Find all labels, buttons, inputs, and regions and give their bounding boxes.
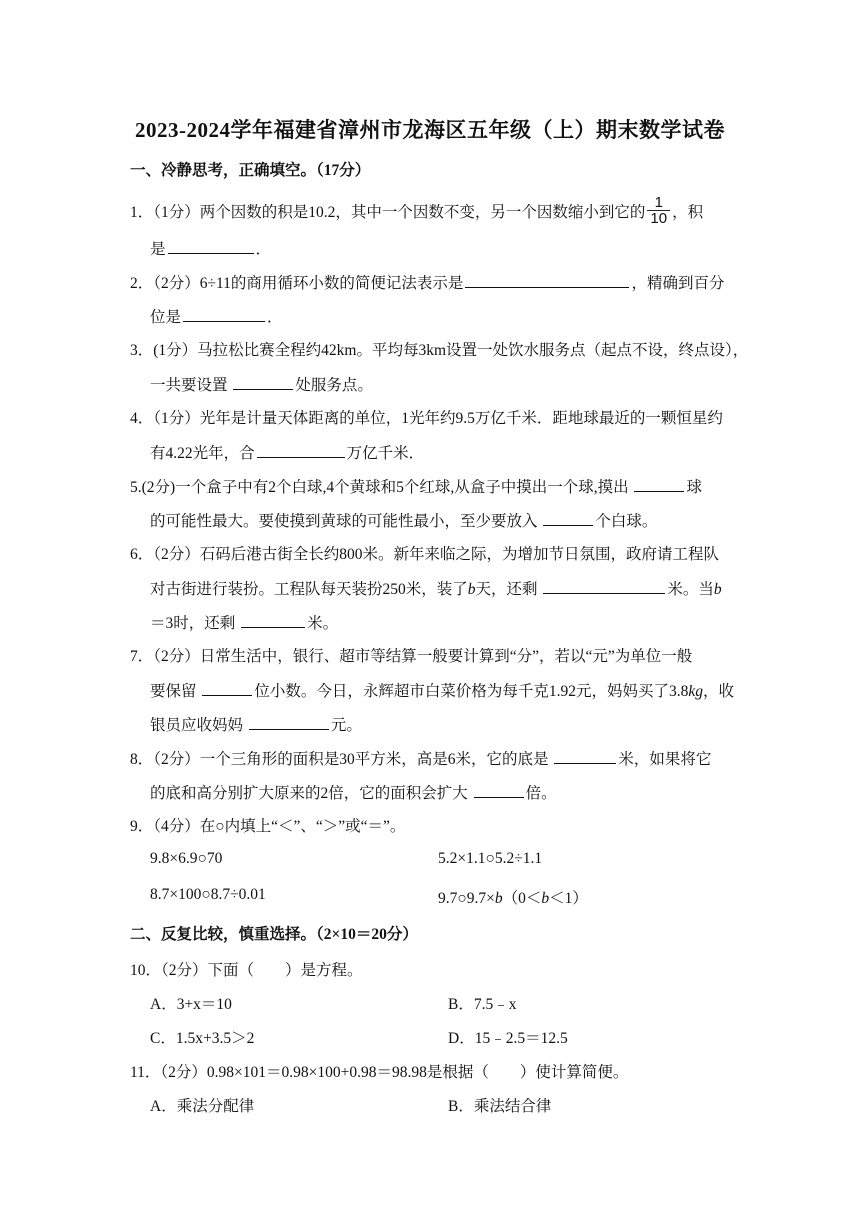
answer-blank-q6-b[interactable] (241, 610, 305, 628)
question-6-line-1: 6．（2分）石码后港古街全长约800米。新年来临之际，为增加节日氛围，政府请工程队 (130, 546, 720, 563)
question-5-line-1: 5.(2分)一个盒子中有2个白球,4个黄球和5个红球,从盒子中摸出一个球,摸出 球 (130, 474, 702, 497)
comparison-item-4[interactable]: 9.7○9.7×b（0＜b＜1） (438, 890, 588, 907)
question-10-stem: 10．（2分）下面（ ）是方程。 (130, 962, 363, 979)
answer-blank-q4[interactable] (257, 440, 345, 458)
choice-10-d[interactable]: D．15﹣2.5＝12.5 (448, 1030, 568, 1047)
question-1-line-1: 1．（1分）两个因数的积是10.2，其中一个因数不变，另一个因数缩小到它的 $\frac{1}{10}$ ，积 (130, 194, 704, 227)
question-9-stem: 9．（4分）在○内填上“＜”、“＞”或“＝”。 (130, 818, 406, 835)
fraction-one-tenth: $\frac{1}{10}$ (647, 195, 670, 226)
question-7-line-2: 要保留 位小数。今日，永辉超市白菜价格为每千克1.92元，妈妈买了3.8kg，收 (150, 678, 734, 701)
answer-blank-q8-b[interactable] (474, 780, 524, 798)
question-2-line-2: 位是 ． (150, 304, 283, 327)
comparison-item-1[interactable]: 9.8×6.9○70 (150, 850, 223, 867)
answer-blank-q7-b[interactable] (249, 712, 329, 730)
answer-blank-q2-b[interactable] (183, 304, 265, 322)
question-8-line-2: 的底和高分别扩大原来的2倍，它的面积会扩大 倍。 (150, 780, 557, 803)
comparison-item-2[interactable]: 5.2×1.1○5.2÷1.1 (438, 850, 543, 867)
choice-11-b[interactable]: B．乘法结合律 (448, 1098, 552, 1115)
choice-10-c[interactable]: C．1.5x+3.5＞2 (150, 1030, 255, 1047)
question-2-line-1: 2．（2分）6÷11的商用循环小数的简便记法表示是 ，精确到百分 (130, 270, 724, 293)
question-6-line-3: ＝3时，还剩 米。 (150, 610, 338, 633)
question-7-line-3: 银员应收妈妈 元。 (150, 712, 362, 735)
question-6-line-2: 对古街进行装扮。工程队每天装扮250米，装了b天，还剩 米。当b (150, 576, 722, 599)
comparison-item-3[interactable]: 8.7×100○8.7÷0.01 (150, 886, 266, 903)
question-4-line-1: 4．（1分）光年是计量天体距离的单位，1光年约9.5万亿千米．距地球最近的一颗恒星约 (130, 410, 723, 427)
choice-11-a[interactable]: A．乘法分配律 (150, 1098, 255, 1115)
question-8-line-1: 8．（2分）一个三角形的面积是30平方米，高是6米，它的底是 米，如果将它 (130, 746, 711, 769)
question-5-line-2: 的可能性最大。要使摸到黄球的可能性最小，至少要放入 个白球。 (150, 508, 657, 531)
answer-blank-q3[interactable] (233, 372, 293, 390)
question-3-line-2: 一共要设置 处服务点。 (150, 372, 373, 395)
answer-blank-q6-a[interactable] (543, 576, 665, 594)
choice-10-b[interactable]: B．7.5﹣x (448, 996, 517, 1013)
answer-blank-q5-a[interactable] (634, 474, 684, 492)
page-title: 2023-2024学年福建省漳州市龙海区五年级（上）期末数学试卷 (135, 118, 725, 142)
answer-blank-q5-b[interactable] (543, 508, 593, 526)
answer-blank-q2-a[interactable] (465, 270, 629, 288)
question-7-line-1: 7．（2分）日常生活中，银行、超市等结算一般要计算到“分”，若以“元”为单位一般 (130, 648, 693, 665)
question-4-line-2: 有4.22光年，合 万亿千米． (150, 440, 424, 463)
section-heading-fill-blank: 一、冷静思考，正确填空。（17分） (130, 162, 371, 179)
question-11-stem: 11．（2分）0.98×101＝0.98×100+0.98＝98.98是根据（ ）使计算简便。 (130, 1064, 629, 1081)
choice-10-a[interactable]: A．3+x＝10 (150, 996, 232, 1013)
answer-blank-q1[interactable] (168, 236, 254, 254)
answer-blank-q8-a[interactable] (554, 746, 616, 764)
question-3-line-1: 3．(1分）马拉松比赛全程约42km。平均每3km设置一处饮水服务点（起点不设，终点设）， (130, 342, 749, 359)
section-heading-multiple-choice: 二、反复比较，慎重选择。（2×10＝20分） (130, 926, 418, 943)
answer-blank-q7-a[interactable] (202, 678, 252, 696)
question-1-line-2: 是 ． (150, 236, 271, 259)
